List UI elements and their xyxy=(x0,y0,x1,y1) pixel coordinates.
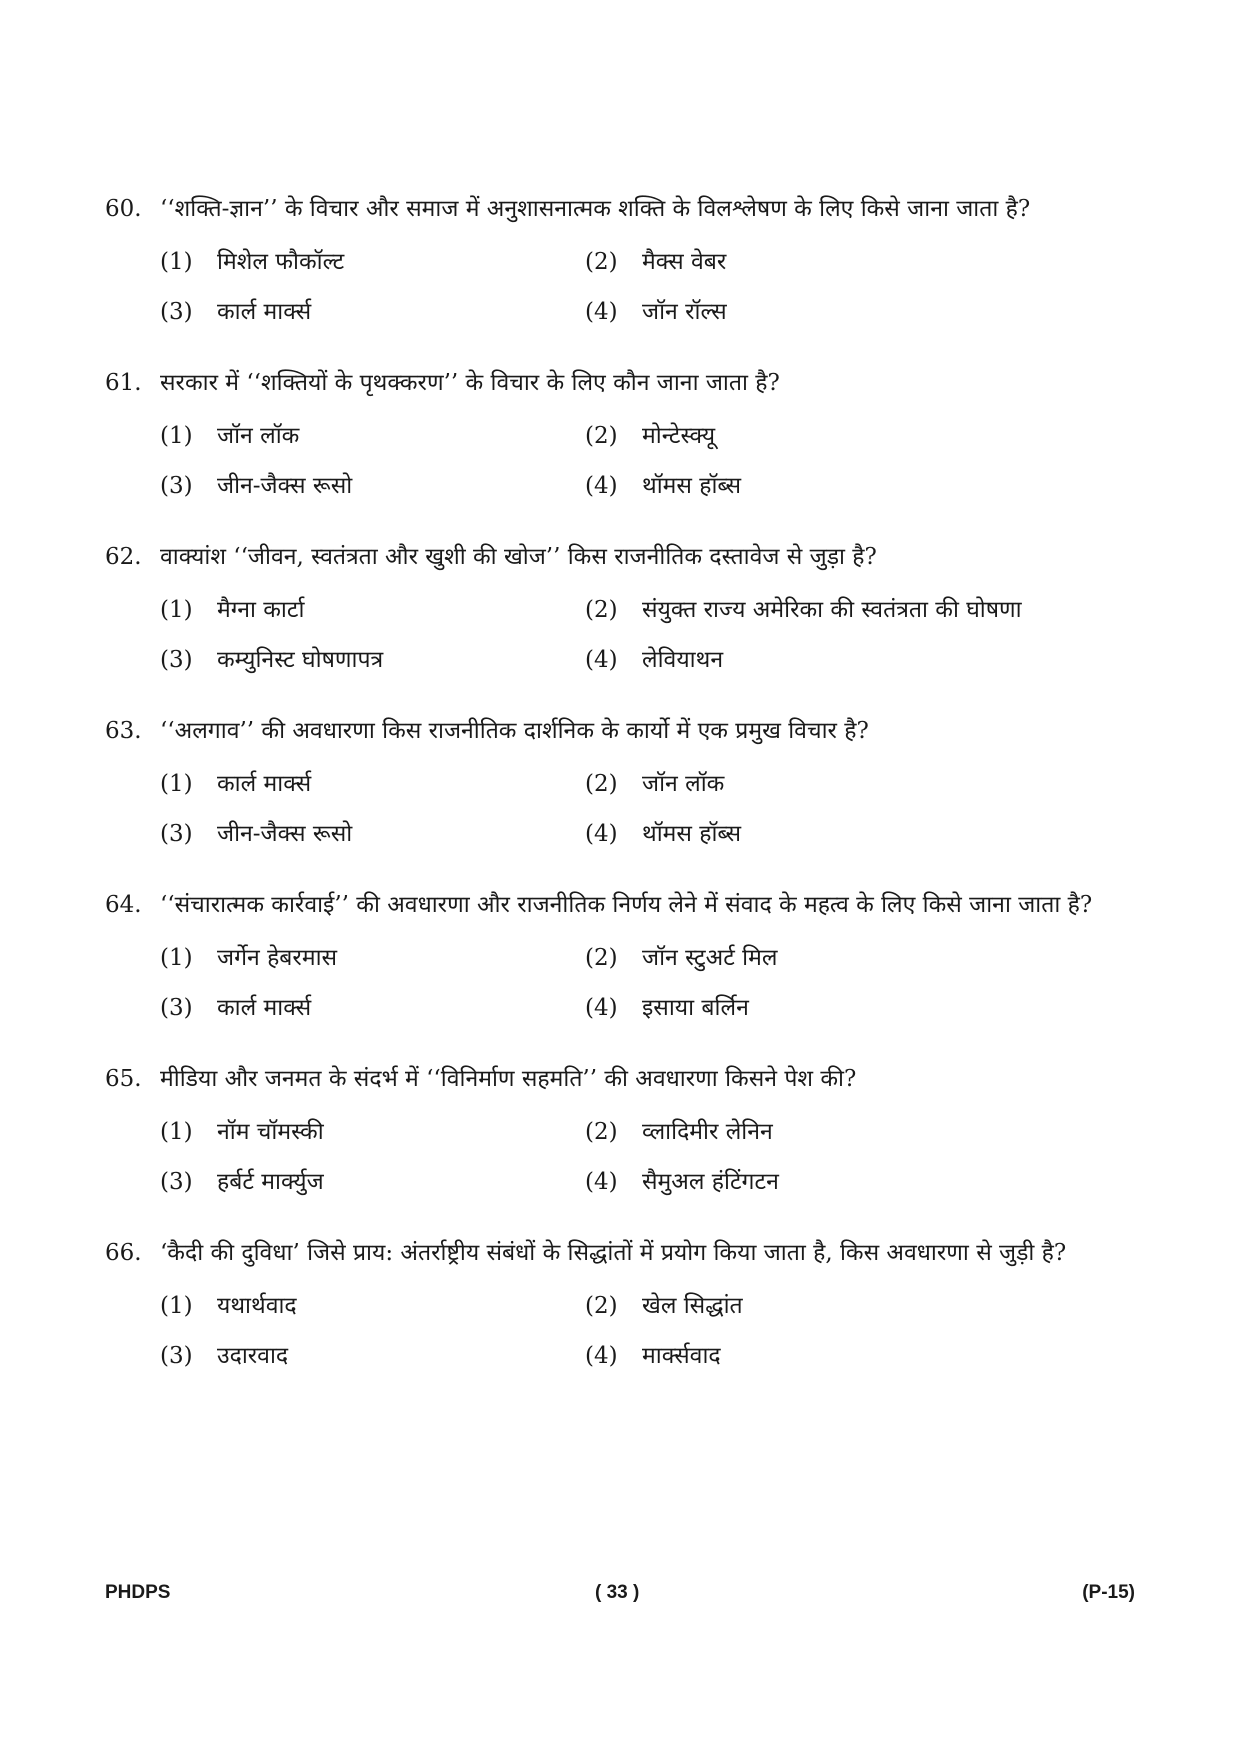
option-number: (2) xyxy=(585,423,618,449)
option-number: (3) xyxy=(160,995,193,1021)
question-65 xyxy=(105,1055,1135,1207)
option-text: जीन-जैक्स रूसो xyxy=(217,473,353,499)
option-number: (3) xyxy=(160,473,193,499)
option-1 xyxy=(160,759,585,809)
option-1 xyxy=(160,411,585,461)
option-text: उदारवाद xyxy=(217,1343,289,1369)
option-text: मिशेल फौकॉल्ट xyxy=(217,249,345,275)
option-text: कार्ल मार्क्स xyxy=(217,771,312,797)
question-stem xyxy=(105,1055,1135,1103)
question-text: ‘कैदी की दुविधा’ जिसे प्राय: अंतर्राष्ट्रीय संबंधों के सिद्धांतों में प्रयोग किया जाता है, किस अवधारणा से जुड़ी है? xyxy=(160,1240,1067,1266)
option-grid xyxy=(160,933,1135,1033)
option-number: (2) xyxy=(585,597,618,623)
option-text: यथार्थवाद xyxy=(217,1293,297,1319)
option-grid xyxy=(160,1281,1135,1381)
option-number: (1) xyxy=(160,423,193,449)
option-3 xyxy=(160,1331,585,1381)
option-1 xyxy=(160,237,585,287)
option-3 xyxy=(160,635,585,685)
option-number: (1) xyxy=(160,945,193,971)
option-4 xyxy=(585,287,1135,337)
option-2 xyxy=(585,1281,1135,1331)
option-1 xyxy=(160,1107,585,1157)
question-62 xyxy=(105,533,1135,685)
option-grid xyxy=(160,585,1135,685)
question-stem xyxy=(105,881,1135,929)
option-number: (4) xyxy=(585,1169,618,1195)
option-2 xyxy=(585,759,1135,809)
option-number: (3) xyxy=(160,1169,193,1195)
option-3 xyxy=(160,461,585,511)
option-4 xyxy=(585,1331,1135,1381)
option-number: (2) xyxy=(585,945,618,971)
option-number: (2) xyxy=(585,1293,618,1319)
option-text: जर्गेन हेबरमास xyxy=(217,945,338,971)
question-text: ‘‘अलगाव’’ की अवधारणा किस राजनीतिक दार्शनिक के कार्यो में एक प्रमुख विचार है? xyxy=(160,718,869,744)
option-1 xyxy=(160,585,585,635)
option-text: खेल सिद्धांत xyxy=(642,1293,743,1319)
option-text: थॉमस हॉब्स xyxy=(642,821,742,847)
option-text: जॉन रॉल्स xyxy=(642,299,727,325)
question-text: मीडिया और जनमत के संदर्भ में ‘‘विनिर्माण सहमति’’ की अवधारणा किसने पेश की? xyxy=(160,1066,857,1092)
option-1 xyxy=(160,1281,585,1331)
option-number: (3) xyxy=(160,1343,193,1369)
option-number: (1) xyxy=(160,249,193,275)
option-3 xyxy=(160,287,585,337)
option-3 xyxy=(160,809,585,859)
question-64 xyxy=(105,881,1135,1033)
option-number: (1) xyxy=(160,1293,193,1319)
option-2 xyxy=(585,411,1135,461)
option-text: इसाया बर्लिन xyxy=(642,995,749,1021)
question-list xyxy=(105,185,1135,1403)
option-number: (3) xyxy=(160,299,193,325)
question-number: 66. xyxy=(105,1240,142,1266)
option-number: (2) xyxy=(585,771,618,797)
option-number: (4) xyxy=(585,995,618,1021)
option-number: (4) xyxy=(585,647,618,673)
option-4 xyxy=(585,461,1135,511)
option-text: कम्युनिस्ट घोषणापत्र xyxy=(217,647,384,673)
option-text: कार्ल मार्क्स xyxy=(217,995,312,1021)
question-number: 62. xyxy=(105,544,142,570)
option-text: लेवियाथन xyxy=(642,647,724,673)
option-number: (4) xyxy=(585,473,618,499)
option-number: (1) xyxy=(160,597,193,623)
option-number: (2) xyxy=(585,1119,618,1145)
option-text: जॉन लॉक xyxy=(217,423,300,449)
option-text: हर्बर्ट मार्क्युज xyxy=(217,1169,324,1195)
question-stem xyxy=(105,707,1135,755)
option-number: (4) xyxy=(585,299,618,325)
question-stem xyxy=(105,533,1135,581)
option-text: जॉन लॉक xyxy=(642,771,725,797)
footer-exam-code: PHDPS xyxy=(105,1582,171,1603)
footer-page-number: ( 33 ) xyxy=(595,1582,640,1603)
option-grid xyxy=(160,1107,1135,1207)
option-number: (1) xyxy=(160,771,193,797)
question-60 xyxy=(105,185,1135,337)
option-2 xyxy=(585,585,1135,635)
question-stem xyxy=(105,185,1135,233)
option-number: (1) xyxy=(160,1119,193,1145)
question-number: 63. xyxy=(105,718,142,744)
option-text: जीन-जैक्स रूसो xyxy=(217,821,353,847)
option-text: मोन्टेस्क्यू xyxy=(642,423,716,449)
option-number: (2) xyxy=(585,249,618,275)
option-grid xyxy=(160,237,1135,337)
option-text: सैमुअल हंटिंगटन xyxy=(642,1169,779,1195)
option-text: थॉमस हॉब्स xyxy=(642,473,742,499)
option-text: मैक्स वेबर xyxy=(642,249,727,275)
question-61 xyxy=(105,359,1135,511)
footer-paper-code: (P-15) xyxy=(1082,1582,1135,1603)
question-text: वाक्यांश ‘‘जीवन, स्वतंत्रता और खुशी की खोज’’ किस राजनीतिक दस्तावेज से जुड़ा है? xyxy=(160,544,877,570)
option-3 xyxy=(160,1157,585,1207)
option-3 xyxy=(160,983,585,1033)
option-grid xyxy=(160,759,1135,859)
option-text: संयुक्त राज्य अमेरिका की स्वतंत्रता की घोषणा xyxy=(642,597,1022,623)
question-text: सरकार में ‘‘शक्तियों के पृथक्करण’’ के विचार के लिए कौन जाना जाता है? xyxy=(160,370,780,396)
option-4 xyxy=(585,809,1135,859)
option-text: जॉन स्टुअर्ट मिल xyxy=(642,945,778,971)
option-4 xyxy=(585,635,1135,685)
option-number: (4) xyxy=(585,821,618,847)
option-text: मार्क्सवाद xyxy=(642,1343,721,1369)
question-number: 64. xyxy=(105,892,142,918)
question-number: 60. xyxy=(105,196,142,222)
option-text: कार्ल मार्क्स xyxy=(217,299,312,325)
question-63 xyxy=(105,707,1135,859)
option-4 xyxy=(585,983,1135,1033)
option-text: व्लादिमीर लेनिन xyxy=(642,1119,773,1145)
option-text: मैग्ना कार्टा xyxy=(217,597,305,623)
option-2 xyxy=(585,933,1135,983)
option-2 xyxy=(585,1107,1135,1157)
question-text: ‘‘संचारात्मक कार्रवाई’’ की अवधारणा और राजनीतिक निर्णय लेने में संवाद के महत्व के लिए किसे जाना जाता है? xyxy=(160,892,1093,918)
question-number: 61. xyxy=(105,370,142,396)
option-1 xyxy=(160,933,585,983)
question-text: ‘‘शक्ति-ज्ञान’’ के विचार और समाज में अनुशासनात्मक शक्ति के विलश्लेषण के लिए किसे जाना जाता है? xyxy=(160,196,1031,222)
question-stem xyxy=(105,359,1135,407)
option-2 xyxy=(585,237,1135,287)
question-stem xyxy=(105,1229,1135,1277)
option-number: (3) xyxy=(160,821,193,847)
option-number: (3) xyxy=(160,647,193,673)
option-number: (4) xyxy=(585,1343,618,1369)
page-footer xyxy=(105,1582,1135,1612)
question-66 xyxy=(105,1229,1135,1381)
question-number: 65. xyxy=(105,1066,142,1092)
option-text: नॉम चॉमस्की xyxy=(217,1119,324,1145)
option-4 xyxy=(585,1157,1135,1207)
option-grid xyxy=(160,411,1135,511)
